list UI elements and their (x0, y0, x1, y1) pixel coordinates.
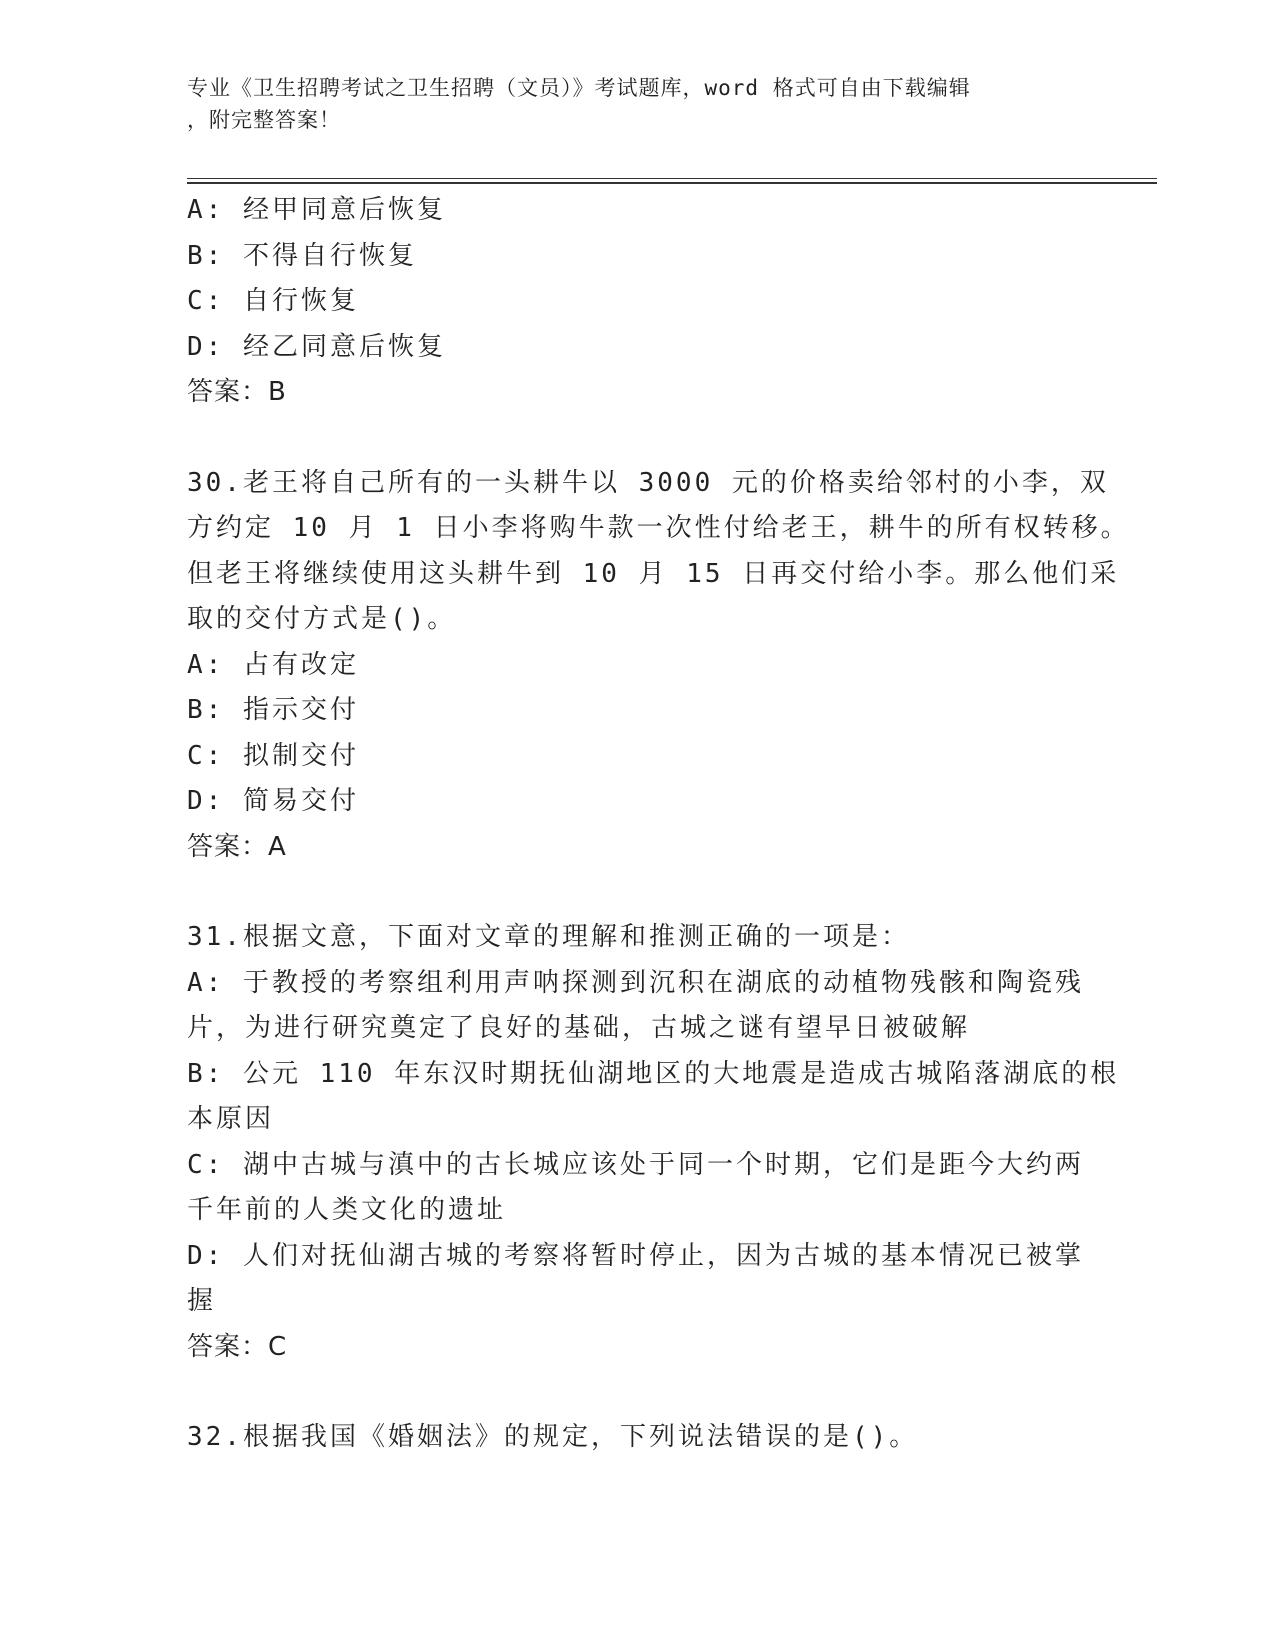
question-31 (187, 915, 1120, 1370)
spacer (187, 416, 1087, 461)
question-30 (187, 461, 1130, 871)
option-a: A: 于教授的考察组利用声呐探测到沉积在湖底的动植物残骸和陶瓷残 (187, 967, 1084, 998)
answer-line: 答案：A (187, 831, 287, 862)
option-c: C: 自行恢复 (187, 286, 359, 316)
question-32 (187, 1415, 1087, 1461)
answer-line: 答案：B (187, 377, 287, 407)
question-29 (187, 188, 1087, 416)
option-b: B: 不得自行恢复 (187, 240, 417, 271)
header-divider-thin (187, 178, 1157, 179)
option-d: D: 人们对抚仙湖古城的考察将暂时停止，因为古城的基本情况已被掌 (187, 1240, 1084, 1271)
question-content (187, 188, 1130, 1461)
option-a: A: 占有改定 (187, 649, 359, 680)
option-a-continued: 片，为进行研究奠定了良好的基础，古城之谜有望早日被破解 (187, 1013, 971, 1043)
question-stem-line: 30.老王将自己所有的一头耕牛以 3000 元的价格卖给邻村的小李，双 (187, 467, 1109, 498)
question-stem-line: 取的交付方式是()。 (187, 604, 457, 634)
spacer (187, 1370, 1087, 1415)
spacer (187, 870, 1087, 915)
document-header (187, 72, 1087, 136)
header-divider-thick (187, 182, 1157, 184)
option-d: D: 简易交付 (187, 786, 359, 816)
option-c: C: 拟制交付 (187, 740, 359, 771)
header-line-1: 专业《卫生招聘考试之卫生招聘（文员）》考试题库，word 格式可自由下载编辑 (187, 76, 971, 100)
option-b: B: 指示交付 (187, 695, 359, 725)
option-c: C: 湖中古城与滇中的古长城应该处于同一个时期，它们是距今大约两 (187, 1149, 1084, 1180)
option-c-continued: 千年前的人类文化的遗址 (187, 1195, 507, 1225)
answer-line: 答案：C (187, 1331, 288, 1362)
question-stem-line: 32.根据我国《婚姻法》的规定，下列说法错误的是()。 (187, 1422, 919, 1452)
option-d-continued: 握 (187, 1286, 217, 1316)
option-b: B: 公元 110 年东汉时期抚仙湖地区的大地震是造成古城陷落湖底的根 (187, 1058, 1120, 1089)
question-stem-line: 方约定 10 月 1 日小李将购牛款一次性付给老王，耕牛的所有权转移。 (187, 513, 1130, 543)
question-stem-line: 31.根据文意，下面对文章的理解和推测正确的一项是： (187, 922, 910, 952)
question-stem-line: 但老王将继续使用这头耕牛到 10 月 15 日再交付给小李。那么他们采 (187, 558, 1120, 589)
option-b-continued: 本原因 (187, 1104, 275, 1134)
header-line-2: ，附完整答案！ (187, 108, 341, 132)
option-a: A: 经甲同意后恢复 (187, 195, 446, 225)
option-d: D: 经乙同意后恢复 (187, 331, 446, 362)
